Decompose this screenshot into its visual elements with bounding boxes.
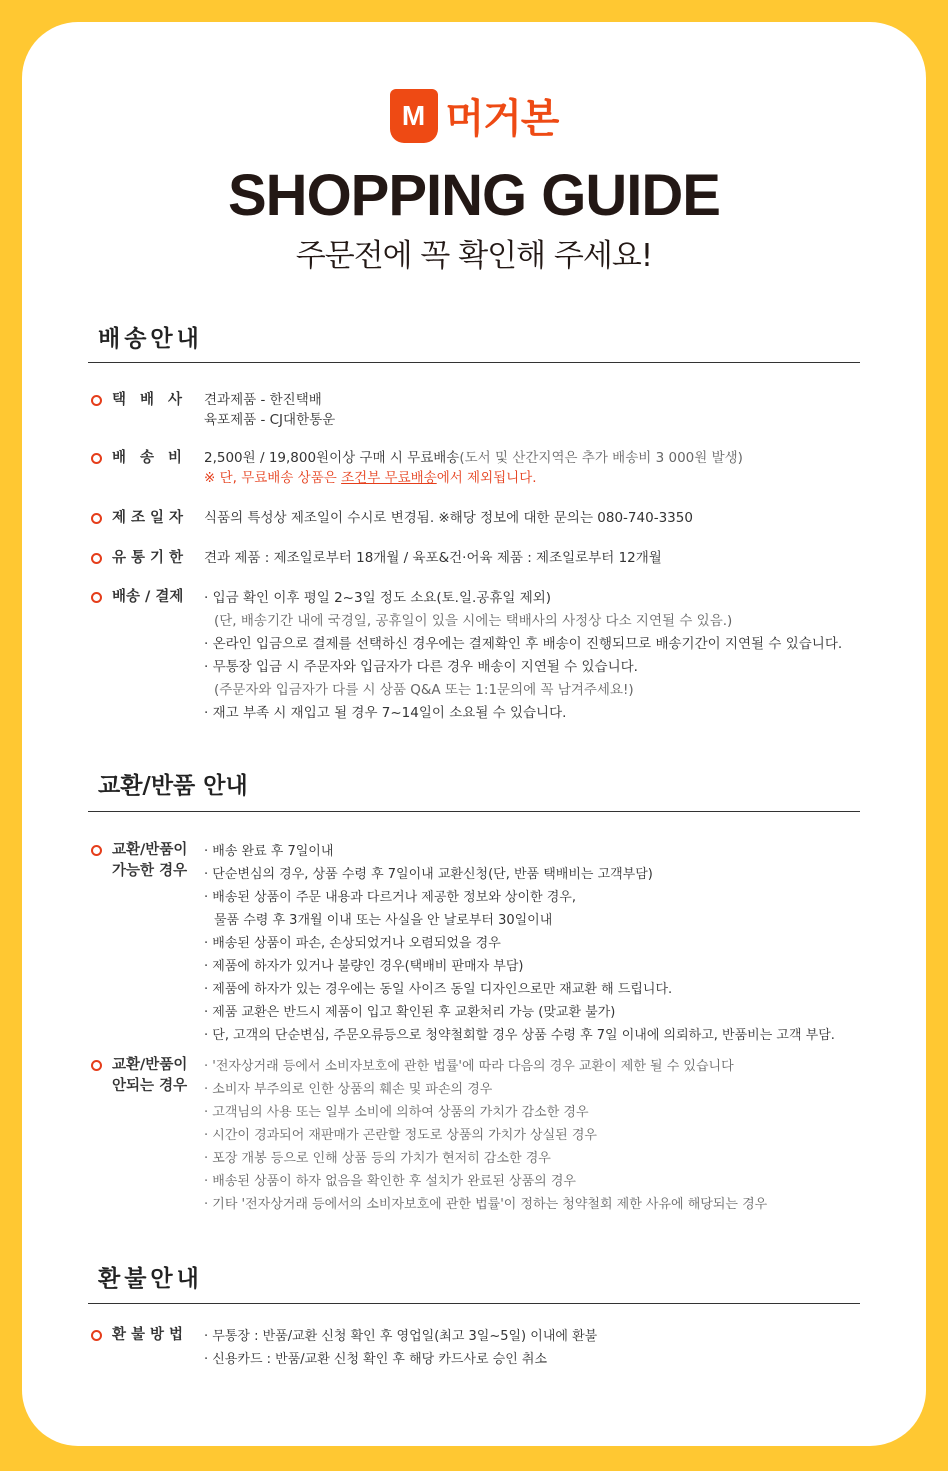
allowed-line: · 단, 고객의 단순변심, 주문오류등으로 청약철회할 경우 상품 수령 후 7일 이내에 의뢰하고, 반품비는 고객 부담. [204,1028,835,1043]
conditional-free-shipping-link[interactable]: 조건부 무료배송 [341,470,437,486]
payment-line: · 재고 부족 시 재입고 될 경우 7~14일이 소요될 수 있습니다. [204,705,567,721]
row-label: 교환/반품이 [112,1057,188,1073]
allowed-line: · 배송된 상품이 주문 내용과 다르거나 제공한 정보와 상이한 경우, [204,890,576,905]
exchange-row-denied [88,1055,878,1216]
denied-line: · 포장 개봉 등으로 인해 상품 등의 가치가 현저히 감소한 경우 [204,1151,551,1166]
payment-note: (단, 배송기간 내에 국경일, 공휴일이 있을 시에는 택배사의 사정상 다소 지연될 수 있음.) [214,613,733,629]
allowed-line: · 단순변심의 경우, 상품 수령 후 7일이내 교환신청(단, 반품 택배비는 고객부담) [204,867,653,882]
row-label-2: 가능한 경우 [112,863,188,879]
fee-warning: ※ 단, 무료배송 상품은 [204,470,342,486]
denied-line: · '전자상거래 등에서 소비자보호에 관한 법률'에 따라 다음의 경우 교환이 제한 될 수 있습니다 [204,1059,734,1074]
brand-name: 머거본 [445,96,559,142]
bullet-circle-icon [91,513,102,524]
brand-mark-icon: M [390,89,438,143]
payment-line: · 무통장 입금 시 주문자와 입금자가 다른 경우 배송이 지연될 수 있습니다. [204,659,638,675]
manufacture-text: 식품의 특성상 제조일이 수시로 변경됨. ※해당 정보에 대한 문의는 080-740-3350 [204,510,693,526]
expiry-text: 견과 제품 : 제조일로부터 18개월 / 육포&건·어육 제품 : 제조일로부터 12개월 [204,550,662,566]
denied-line: · 소비자 부주의로 인한 상품의 훼손 및 파손의 경우 [204,1082,493,1097]
page-title: SHOPPING GUIDE [228,163,720,228]
delivery-row-expiry [88,548,878,569]
row-label: 택배사 [112,392,197,408]
bullet-circle-icon [91,1060,102,1071]
row-label-2: 안되는 경우 [112,1078,188,1094]
row-label: 환불방법 [112,1327,189,1343]
payment-line: · 온라인 입금으로 결제를 선택하신 경우에는 결제확인 후 배송이 진행되므로 배송기간이 지연될 수 있습니다. [204,636,843,652]
bullet-circle-icon [91,845,102,856]
bullet-circle-icon [91,1330,102,1341]
row-label: 교환/반품이 [112,842,188,858]
bullet-circle-icon [91,453,102,464]
row-label: 배송비 [112,450,197,466]
section-divider [88,1303,860,1304]
payment-line: · 입금 확인 이후 평일 2~3일 정도 소요(토.일.공휴일 제외) [204,590,552,606]
exchange-row-allowed [88,840,878,1047]
section-divider [88,811,860,812]
allowed-line: · 배송된 상품이 파손, 손상되었거나 오렴되었을 경우 [204,936,501,951]
refund-row-method [88,1325,878,1371]
courier-line: 육포제품 - CJ대한통운 [204,412,336,428]
denied-line: · 기타 '전자상거래 등에서의 소비자보호에 관한 법률'이 정하는 청약철회 제한 사유에 해당되는 경우 [204,1197,768,1212]
courier-line: 견과제품 - 한진택배 [204,392,322,408]
allowed-line: · 배송 완료 후 7일이내 [204,844,334,859]
row-label: 제조일자 [112,510,189,526]
guide-card [22,22,926,1446]
row-label: 배송 / 결제 [112,589,184,605]
refund-line: · 무통장 : 반품/교환 신청 확인 후 영업일(최고 3일~5일) 이내에 환불 [204,1329,598,1344]
section-divider [88,362,860,363]
bullet-circle-icon [91,592,102,603]
row-label: 유통기한 [112,550,189,566]
brand-logo[interactable] [22,87,926,144]
bullet-circle-icon [91,395,102,406]
section-title-delivery: 배송안내 [98,326,203,352]
section-title-exchange: 교환/반품 안내 [98,773,248,799]
fee-warning-end: 에서 제외됩니다. [436,470,537,486]
allowed-line: 물품 수령 후 3개월 이내 또는 사실을 안 날로부터 30일이내 [214,913,553,928]
delivery-row-manufacture [88,508,878,529]
allowed-line: · 제품에 하자가 있는 경우에는 동일 사이즈 동일 디자인으로만 재교환 해 드립니다. [204,982,673,997]
payment-note: (주문자와 입금자가 다를 시 상품 Q&A 또는 1:1문의에 꼭 남겨주세요!) [214,682,634,698]
denied-line: · 배송된 상품이 하자 없음을 확인한 후 설치가 완료된 상품의 경우 [204,1174,576,1189]
page-subtitle: 주문전에 꼭 확인해 주세요! [295,238,653,274]
denied-line: · 시간이 경과되어 재판매가 곤란할 정도로 상품의 가치가 상실된 경우 [204,1128,597,1143]
delivery-row-courier [88,390,878,430]
fee-note: (도서 및 산간지역은 추가 배송비 3 000원 발생) [459,450,743,466]
denied-line: · 고객님의 사용 또는 일부 소비에 의하여 상품의 가치가 감소한 경우 [204,1105,589,1120]
refund-line: · 신용카드 : 반품/교환 신청 확인 후 해당 카드사로 승인 취소 [204,1352,548,1367]
section-title-refund: 환불안내 [98,1266,203,1292]
fee-main: 2,500원 / 19,800원이상 구매 시 무료배송 [204,450,460,466]
allowed-line: · 제품 교환은 반드시 제품이 입고 확인된 후 교환처리 가능 (맞교환 불가) [204,1005,616,1020]
bullet-circle-icon [91,553,102,564]
delivery-row-fee [88,448,878,488]
delivery-row-payment [88,587,878,725]
allowed-line: · 제품에 하자가 있거나 불량인 경우(택배비 판매자 부담) [204,959,524,974]
